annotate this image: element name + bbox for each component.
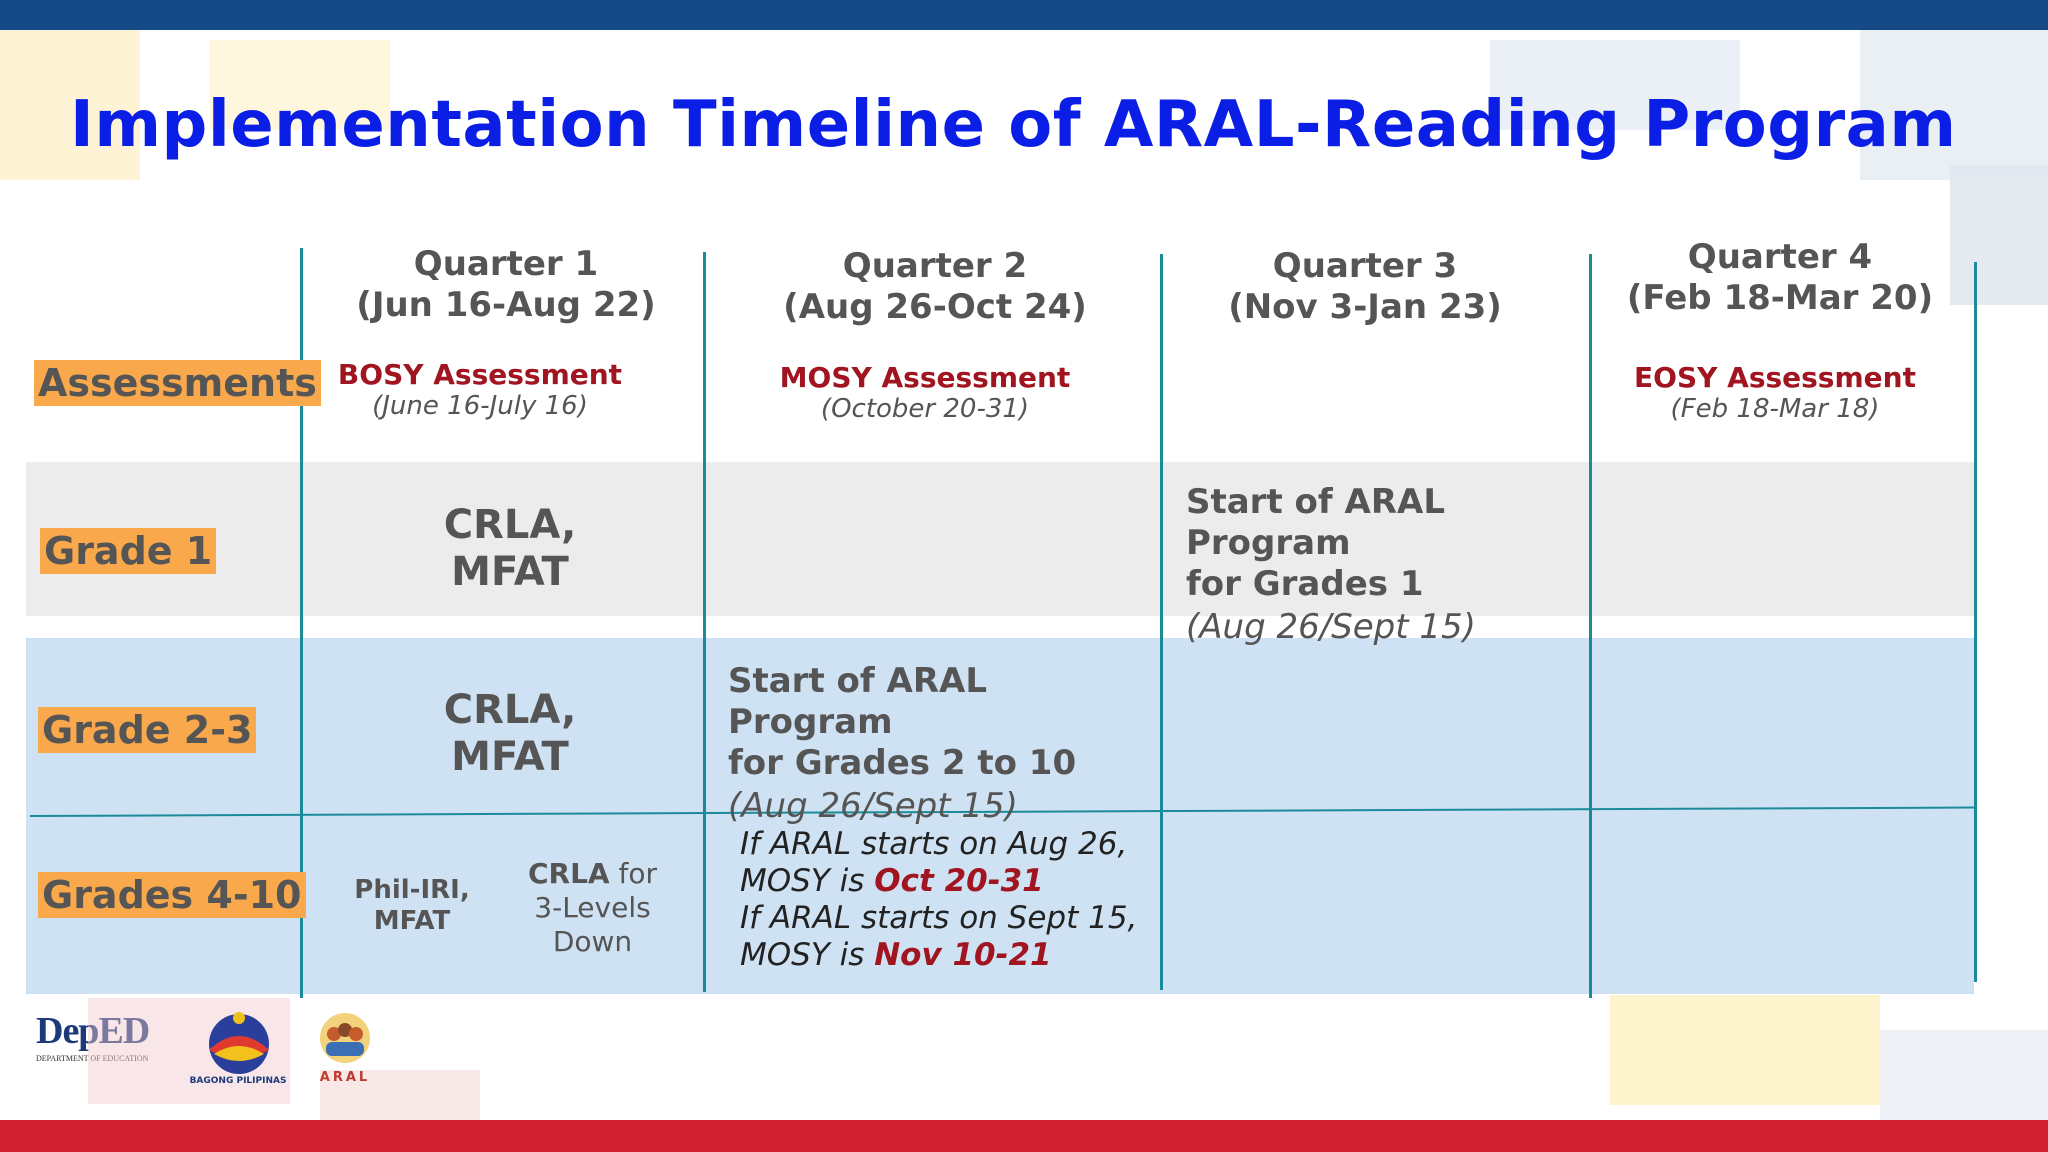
quarter-name: Quarter 4 xyxy=(1687,237,1873,277)
grade1-q1-tools xyxy=(390,502,630,596)
mosy-line: If ARAL starts on Aug 26, xyxy=(740,826,1128,862)
grade1-band xyxy=(26,462,1974,616)
start-line: Start of ARAL Program xyxy=(728,661,988,742)
tool-line: Phil-IRI, xyxy=(354,875,470,905)
mosy-prefix: MOSY is xyxy=(740,863,875,899)
assessment-name: MOSY Assessment xyxy=(779,361,1071,394)
start-line: Start of ARAL Program xyxy=(1186,482,1446,563)
tool-line: MFAT xyxy=(373,906,451,936)
assessment-dates: (Feb 18-Mar 18) xyxy=(1670,394,1880,424)
decor-tile xyxy=(1610,995,1880,1105)
top-bar xyxy=(0,0,2048,30)
tool-rest: for xyxy=(609,857,658,890)
tool-line: Down xyxy=(552,925,633,958)
grade23-q1-tools xyxy=(390,687,630,781)
quarter-1-header xyxy=(310,244,702,326)
deped-logo-subtitle: DEPARTMENT OF EDUCATION xyxy=(36,1054,149,1063)
quarter-2-header xyxy=(735,246,1135,328)
assessment-name: BOSY Assessment xyxy=(337,358,623,391)
mosy-prefix: MOSY is xyxy=(740,937,875,973)
aral-emblem-icon xyxy=(312,1010,378,1064)
grade1-q3-start xyxy=(1186,482,1586,648)
tool-line: 3-Levels xyxy=(534,891,651,924)
column-divider xyxy=(1160,254,1163,990)
deped-logo-wordmark: DepED xyxy=(36,1010,150,1052)
bottom-bar xyxy=(0,1120,2048,1152)
tool-line xyxy=(520,857,665,891)
row-label-grade1: Grade 1 xyxy=(40,528,216,574)
quarter-dates: (Jun 16-Aug 22) xyxy=(356,285,656,325)
quarter-dates: (Aug 26-Oct 24) xyxy=(783,287,1087,327)
tool-line: CRLA, xyxy=(443,687,577,733)
tool-bold: CRLA xyxy=(527,857,610,890)
assessment-q4 xyxy=(1610,361,1940,424)
quarter-name: Quarter 2 xyxy=(842,246,1028,286)
quarter-dates: (Nov 3-Jan 23) xyxy=(1228,287,1502,327)
mosy-date: Nov 10-21 xyxy=(874,937,1052,973)
start-line: for Grades 2 to 10 xyxy=(728,743,1077,783)
mosy-line: If ARAL starts on Sept 15, xyxy=(740,900,1138,936)
mosy-line xyxy=(740,937,1160,974)
start-line: for Grades 1 xyxy=(1186,564,1424,604)
row-label-grade23: Grade 2-3 xyxy=(38,707,256,753)
page-title: Implementation Timeline of ARAL-Reading Program xyxy=(70,88,1957,162)
assessment-q2 xyxy=(760,361,1090,424)
column-divider xyxy=(1974,262,1977,982)
decor-tile xyxy=(1880,1030,2048,1120)
assessment-name: EOSY Assessment xyxy=(1634,361,1916,394)
column-divider xyxy=(1589,254,1592,998)
mosy-line xyxy=(740,863,1160,900)
row-label-grades410: Grades 4-10 xyxy=(38,872,306,918)
row-label-assessments: Assessments xyxy=(34,360,321,406)
bagong-pilipinas-logo xyxy=(88,998,290,1104)
start-dates: (Aug 26/Sept 15) xyxy=(728,786,1018,826)
tool-line: MFAT xyxy=(451,549,569,595)
aral-logo xyxy=(312,1010,378,1086)
grades410-q1-philiri xyxy=(352,875,472,937)
quarter-3-header xyxy=(1170,246,1560,328)
bagong-pilipinas-emblem-icon xyxy=(194,1002,284,1082)
mosy-date: Oct 20-31 xyxy=(874,863,1044,899)
grades410-q1-crla xyxy=(520,857,665,959)
column-divider xyxy=(703,252,706,992)
assessment-q1 xyxy=(320,358,640,421)
start-dates: (Aug 26/Sept 15) xyxy=(1186,607,1476,647)
aral-text: ARAL xyxy=(319,1070,371,1085)
quarter-name: Quarter 1 xyxy=(413,244,599,284)
assessment-dates: (October 20-31) xyxy=(820,394,1030,424)
quarter-dates: (Feb 18-Mar 20) xyxy=(1626,278,1934,318)
decor-tile xyxy=(1950,165,2048,305)
tool-line: MFAT xyxy=(451,734,569,780)
quarter-4-header xyxy=(1600,237,1960,319)
tool-line: CRLA, xyxy=(443,502,577,548)
grade23-q2-start xyxy=(728,661,1148,827)
grades410-q2-mosy-note xyxy=(740,826,1160,974)
quarter-name: Quarter 3 xyxy=(1272,246,1458,286)
bagong-pilipinas-text: BAGONG PILIPINAS xyxy=(189,1076,287,1086)
assessment-dates: (June 16-July 16) xyxy=(372,391,588,421)
